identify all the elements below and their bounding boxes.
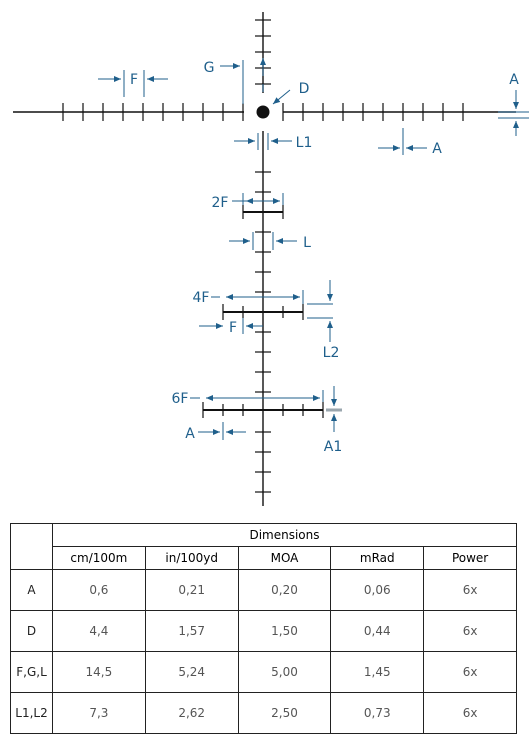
column-header: in/100yd: [145, 547, 238, 570]
label-a-top-right: A: [509, 72, 519, 88]
table-cell: 1,50: [238, 611, 331, 652]
label-a-bottom: A: [185, 426, 195, 442]
row-label: L1,L2: [11, 693, 53, 734]
column-header: MOA: [238, 547, 331, 570]
table-title: Dimensions: [53, 524, 517, 547]
corner-cell: [11, 524, 53, 547]
label-6f: 6F: [171, 391, 189, 407]
label-d: D: [298, 81, 310, 97]
table-cell: 5,00: [238, 652, 331, 693]
table-cell: 4,4: [53, 611, 146, 652]
label-f-mid: F: [228, 320, 238, 336]
column-header: mRad: [331, 547, 424, 570]
table-row: [11, 611, 517, 652]
table-cell: 0,06: [331, 570, 424, 611]
center-dot: [257, 106, 270, 119]
column-header: Power: [424, 547, 517, 570]
table-cell: 14,5: [53, 652, 146, 693]
table-row: [11, 693, 517, 734]
table-cell: 6x: [424, 570, 517, 611]
row-label: D: [11, 611, 53, 652]
label-a-right: A: [432, 141, 442, 157]
table-cell: 2,62: [145, 693, 238, 734]
table-cell: 0,6: [53, 570, 146, 611]
table-cell: 5,24: [145, 652, 238, 693]
label-f-top: F: [129, 72, 139, 88]
table-cell: 0,20: [238, 570, 331, 611]
table-cell: 2,50: [238, 693, 331, 734]
column-header: cm/100m: [53, 547, 146, 570]
label-l1: L1: [295, 135, 313, 151]
dimensions-table: [10, 523, 517, 734]
label-l: L: [303, 235, 311, 251]
table-row: [11, 570, 517, 611]
row-label: A: [11, 570, 53, 611]
corner-cell-lower: [11, 547, 53, 570]
label-a1: A1: [323, 439, 343, 455]
label-2f: 2F: [211, 195, 229, 211]
table-cell: 6x: [424, 652, 517, 693]
table-cell: 6x: [424, 611, 517, 652]
table-cell: 0,73: [331, 693, 424, 734]
table-cell: 0,21: [145, 570, 238, 611]
table-cell: 6x: [424, 693, 517, 734]
table-cell: 0,44: [331, 611, 424, 652]
label-g: G: [203, 60, 215, 76]
table-cell: 7,3: [53, 693, 146, 734]
table-cell: 1,57: [145, 611, 238, 652]
table-cell: 1,45: [331, 652, 424, 693]
table-row: [11, 652, 517, 693]
label-l2: L2: [322, 345, 340, 361]
label-4f: 4F: [192, 290, 210, 306]
row-label: F,G,L: [11, 652, 53, 693]
